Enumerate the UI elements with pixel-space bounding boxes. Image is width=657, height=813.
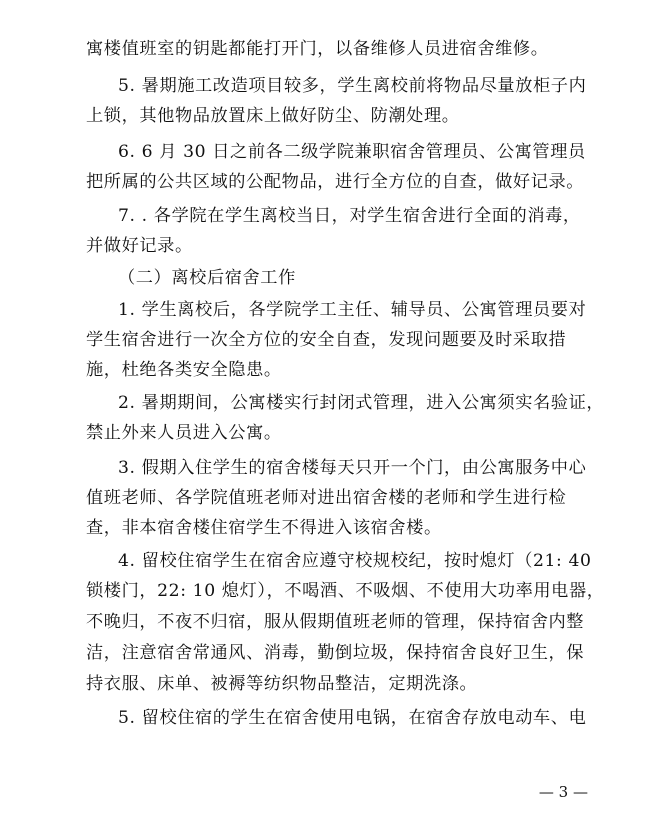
text-line: 查，非本宿舍楼住宿学生不得进入该宿舍楼。 — [86, 518, 442, 538]
text-line: 不晚归，不夜不归宿，服从假期值班老师的管理，保持宿舍内整 — [86, 612, 585, 632]
text-line: 7. . 各学院在学生离校当日，对学生宿舍进行全面的消毒， — [118, 206, 581, 226]
text-line: 施，杜绝各类安全隐患。 — [86, 360, 282, 380]
text-line: 2. 暑期期间，公寓楼实行封闭式管理，进入公寓须实名验证， — [118, 393, 605, 413]
text-line: 5. 留校住宿的学生在宿舍使用电锅，在宿舍存放电动车、电 — [118, 708, 587, 728]
text-line: 锁楼门，22: 10 熄灯），不喝酒、不吸烟、不使用大功率用电器， — [86, 581, 605, 601]
text-line: 并做好记录。 — [86, 236, 193, 256]
text-line: 持衣服、床单、被褥等纺织物品整洁，定期洗涤。 — [86, 674, 478, 694]
text-line: 4. 留校住宿学生在宿舍应遵守校规校纪，按时熄灯（21: 40 — [118, 551, 592, 571]
text-line: 值班老师、各学院值班老师对进出宿舍楼的老师和学生进行检 — [86, 488, 567, 508]
text-line: 禁止外来人员进入公寓。 — [86, 423, 282, 443]
text-line: 洁，注意宿舍常通风、消毒，勤倒垃圾，保持宿舍良好卫生，保 — [86, 643, 585, 663]
text-line: 学生宿舍进行一次全方位的安全自查，发现问题要及时采取措 — [86, 330, 567, 350]
text-line: 把所属的公共区域的公配物品，进行全方位的自查，做好记录。 — [86, 172, 585, 192]
page-number: — 3 — — [538, 783, 588, 801]
text-line: 5. 暑期施工改造项目较多，学生离校前将物品尽量放柜子内 — [118, 76, 587, 96]
text-line: 寓楼值班室的钥匙都能打开门，以备维修人员进宿舍维修。 — [86, 39, 549, 59]
section-heading: （二）离校后宿舍工作 — [118, 268, 296, 288]
text-line: 3. 假期入住学生的宿舍楼每天只开一个门，由公寓服务中心 — [118, 458, 587, 478]
text-line: 6. 6 月 30 日之前各二级学院兼职宿舍管理员、公寓管理员 — [118, 142, 586, 162]
text-line: 上锁，其他物品放置床上做好防尘、防潮处理。 — [86, 106, 460, 126]
text-line: 1. 学生离校后，各学院学工主任、辅导员、公寓管理员要对 — [118, 300, 587, 320]
